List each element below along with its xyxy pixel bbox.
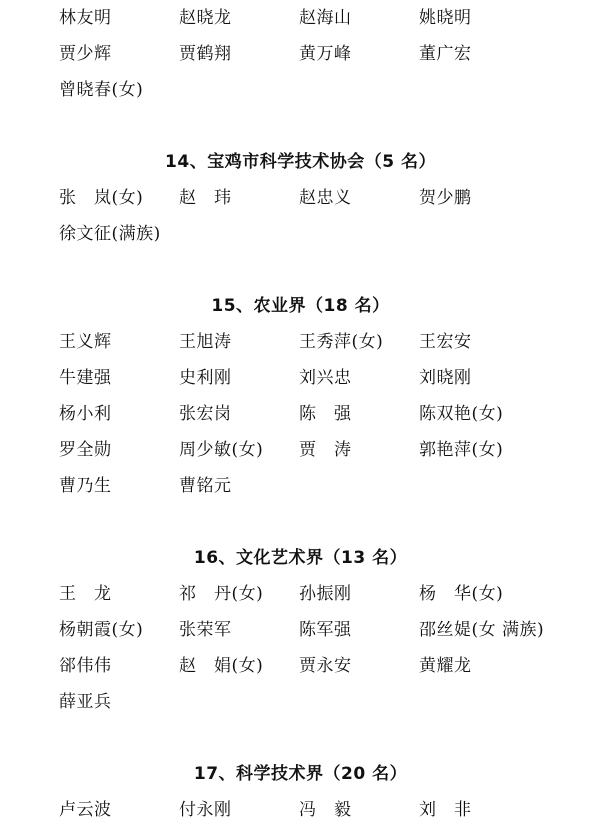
member-name: 王秀萍(女)	[299, 332, 384, 352]
member-name: 贺少鹏	[419, 188, 472, 208]
member-name: 付永刚	[179, 800, 232, 820]
name-row	[0, 651, 601, 681]
member-name: 邵丝媞(女 满族)	[419, 620, 545, 640]
member-name: 孙振刚	[299, 584, 352, 604]
member-name: 黄耀龙	[419, 656, 472, 676]
member-name: 陈双艳(女)	[419, 404, 504, 424]
name-row	[0, 435, 601, 465]
member-name: 薛亚兵	[59, 692, 112, 712]
member-name: 赵海山	[299, 8, 352, 28]
member-name: 祁 丹(女)	[179, 584, 264, 604]
name-row	[0, 579, 601, 609]
member-name: 郭艳萍(女)	[419, 440, 504, 460]
name-row	[0, 183, 601, 213]
member-name: 罗全勋	[59, 440, 112, 460]
member-name: 曹铭元	[179, 476, 232, 496]
member-name: 杨小利	[59, 404, 112, 424]
member-name: 赵 玮	[179, 188, 232, 208]
member-name: 王旭涛	[179, 332, 232, 352]
member-name: 董广宏	[419, 44, 472, 64]
member-name: 姚晓明	[419, 8, 472, 28]
section-heading: 17、科学技术界（20 名）	[193, 764, 408, 784]
member-name: 贾少辉	[59, 44, 112, 64]
member-name: 徐文征(满族)	[59, 224, 161, 244]
name-row	[0, 363, 601, 393]
member-name: 张 岚(女)	[59, 188, 144, 208]
member-name: 曾晓春(女)	[59, 80, 144, 100]
member-name: 赵晓龙	[179, 8, 232, 28]
name-row	[0, 795, 601, 825]
name-row	[0, 327, 601, 357]
section-heading: 14、宝鸡市科学技术协会（5 名）	[165, 152, 436, 172]
member-name: 贾鹤翔	[179, 44, 232, 64]
member-name: 贾 涛	[299, 440, 352, 460]
member-name: 王宏安	[419, 332, 472, 352]
member-name: 张宏岗	[179, 404, 232, 424]
name-row	[0, 219, 601, 249]
member-name: 赵忠义	[299, 188, 352, 208]
member-name: 牛建强	[59, 368, 112, 388]
member-name: 陈 强	[299, 404, 352, 424]
member-name: 赵 娟(女)	[179, 656, 264, 676]
member-name: 张荣军	[179, 620, 232, 640]
member-name: 周少敏(女)	[179, 440, 264, 460]
member-name: 郤伟伟	[59, 656, 112, 676]
member-name: 刘兴忠	[299, 368, 352, 388]
name-row	[0, 399, 601, 429]
section-heading: 15、农业界（18 名）	[211, 296, 390, 316]
member-name: 冯 毅	[299, 800, 352, 820]
member-name: 林友明	[59, 8, 112, 28]
name-row	[0, 39, 601, 69]
member-name: 陈军强	[299, 620, 352, 640]
member-name: 王义辉	[59, 332, 112, 352]
name-row	[0, 3, 601, 33]
name-row	[0, 471, 601, 501]
member-name: 刘 非	[419, 800, 472, 820]
name-row	[0, 75, 601, 105]
name-row	[0, 615, 601, 645]
member-name: 刘晓刚	[419, 368, 472, 388]
member-name: 贾永安	[299, 656, 352, 676]
section-heading: 16、文化艺术界（13 名）	[193, 548, 408, 568]
member-name: 曹乃生	[59, 476, 112, 496]
member-name: 卢云波	[59, 800, 112, 820]
member-name: 王 龙	[59, 584, 112, 604]
member-name: 杨朝霞(女)	[59, 620, 144, 640]
member-name: 杨 华(女)	[419, 584, 504, 604]
member-name: 史利刚	[179, 368, 232, 388]
name-row	[0, 687, 601, 717]
member-name: 黄万峰	[299, 44, 352, 64]
